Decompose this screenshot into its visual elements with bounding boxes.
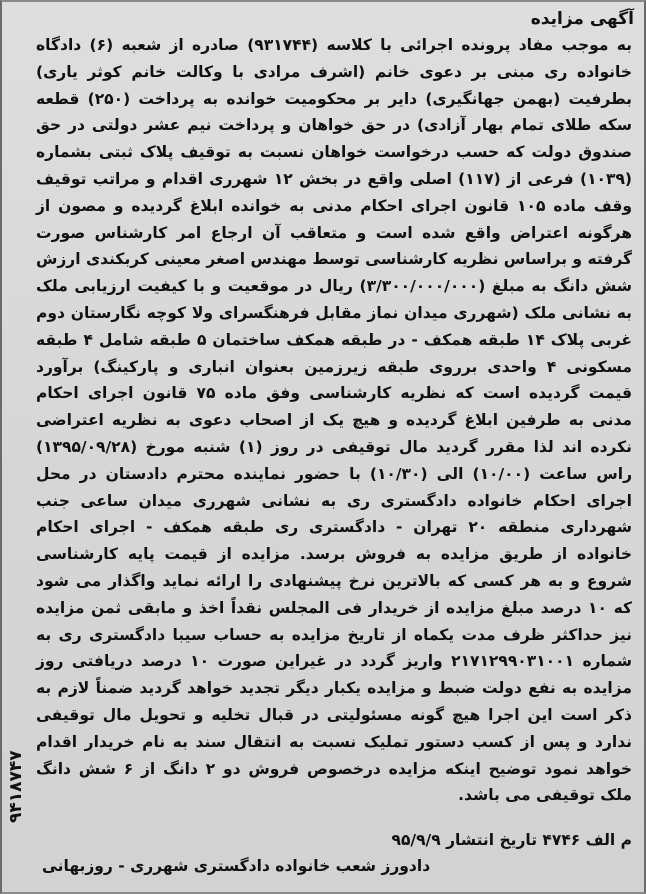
side-serial-number: ۹۴۱۸۷۴۷	[6, 750, 26, 824]
notice-title: آگهی مزایده	[530, 9, 634, 29]
publication-reference: م الف ۴۷۴۶ تاریخ انتشار ۹۵/۹/۹	[391, 831, 632, 849]
notice-signature: دادورز شعب خانواده دادگستری شهرری - روزبهانی	[42, 857, 431, 875]
notice-body: به موجب مفاد پرونده اجرائی با کلاسه (۹۳۱۷۴۴) صادره از شعبه (۶) دادگاه خانواده ری مبنی بر دعوی خانم (اشرف مرادی با وکالت خانم کوثر یاری) بطرفیت (بهمن جهانگیری) دایر بر محکومیت خوانده به پرداخت (۲۵۰) قطعه سکه طلای تمام بهار آزادی) در حق خواهان و پرداخت نیم عشر دولتی در حق صندوق دولت که حسب درخواست خواهان نسبت به توقیف پلاک ثبتی بشماره (۱۰۳۹) فرعی از (۱۱۷) اصلی واقع در بخش ۱۲ شهرری اقدام و مراتب توقیف وقف ماده ۱۰۵ قانون اجرای احکام مدنی به خوانده ابلاغ گردیده و مصون از هرگونه اعتراض واقع شده است و متعاقب آن ارجاع امر کارشناس صورت گرفته و براساس نظریه کارشناسی توسط مهندس اصغر معینی کربکندی ارزش شش دانگ به مبلغ (۳/۳۰۰/۰۰۰/۰۰۰) ریال در موقعیت و با کیفیت ارزیابی ملک به نشانی ملک (شهرری میدان نماز مقابل فرهنگسرای ولا کوچه نگارستان دوم غربی پلاک ۱۴ طبقه همکف - در طبقه همکف ساختمان ۵ طبقه شامل ۴ طبقه مسکونی ۴ واحدی برروی طبقه زیرزمین بعنوان انباری و پارکینگ) برآورد قیمت گردیده است که نظریه کارشناسی وفق ماده ۷۵ قانون اجرای احکام مدنی به طرفین ابلاغ گردیده و هیچ یک از اصحاب دعوی به نظریه اعتراضی نکرده اند لذا مقرر گردید مال توقیفی در روز (۱) شنبه مورخ (۱۳۹۵/۰۹/۲۸) راس ساعت (۱۰/۰۰) الی (۱۰/۳۰) با حضور نماینده محترم دادستان در محل اجرای احکام خانواده دادگستری ری به نشانی شهرری میدان ساعی جنب شهرداری منطقه ۲۰ تهران - دادگستری ری طبقه همکف - اجرای احکام خانواده از طریق مزایده به فروش برسد. مزایده از قیمت پایه کارشناسی شروع و به هر کسی که بالاترین نرخ پیشنهادی را ارائه نماید واگذار می شود که ۱۰ درصد مبلغ مزایده از خریدار فی المجلس نقداً اخذ و مابقی ثمن مزایده نیز حداکثر ظرف مدت یکماه از تاریخ مزایده به حساب سیبا دادگستری ری به شماره ۲۱۷۱۲۹۹۰۳۱۰۰۱ واریز گردد در غیراین صورت ۱۰ درصد دریافتی روز مزایده به نفع دولت ضبط و مزایده یکبار دیگر تجدید خواهد گردید ضمناً لازم به ذکر است این اجرا هیچ گونه مسئولیتی در قبال تخلیه و تحویل مال توقیفی ندارد و پس از کسب دستور تملیک نسبت به انتقال سند به نام خریدار اقدام خواهد نمود توضیح اینکه مزایده درخصوص فروش دو ۲ دانگ از ۶ شش دانگ ملک توقیفی می باشد.	[36, 36, 633, 805]
